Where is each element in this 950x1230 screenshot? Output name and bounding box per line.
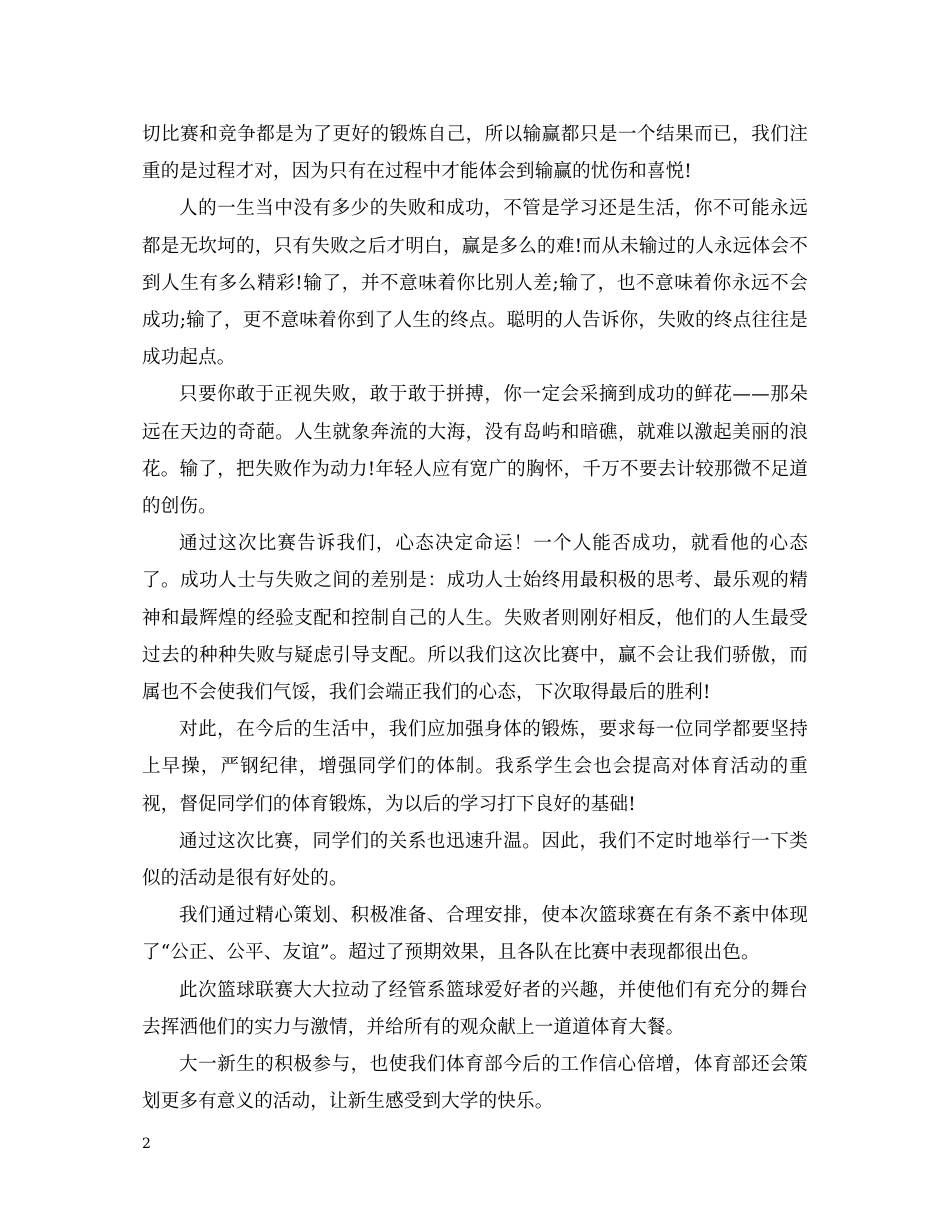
paragraph-1: 切比赛和竞争都是为了更好的锻炼自己，所以输赢都只是一个结果而已，我们注重的是过程才对，因为只有在过程中才能体会到输赢的忧伤和喜悦!: [142, 124, 808, 183]
paragraph-9: 大一新生的积极参与，也使我们体育部今后的工作信心倍增，体育部还会策划更多有意义的活动，让新生感受到大学的快乐。: [142, 1054, 808, 1113]
paragraph-7: 我们通过精心策划、积极准备、合理安排，使本次篮球赛在有条不紊中体现了“公正、公平、友谊”。超过了预期效果，且各队在比赛中表现都很出色。: [142, 905, 808, 964]
paragraph-3: 只要你敢于正视失败，敢于敢于拼搏，你一定会采摘到成功的鲜花——那朵远在天边的奇葩。人生就象奔流的大海，没有岛屿和暗礁，就难以激起美丽的浪花。输了，把失败作为动力!年轻人应有宽广的胸怀，千万不要去计较那微不足道的创伤。: [142, 384, 808, 518]
paragraph-6: 通过这次比赛，同学们的关系也迅速升温。因此，我们不定时地举行一下类似的活动是很有好处的。: [142, 830, 808, 890]
paragraph-4: 通过这次比赛告诉我们，心态决定命运！一个人能否成功，就看他的心态了。成功人士与失败之间的差别是：成功人士始终用最积极的思考、最乐观的精神和最辉煌的经验支配和控制自己的人生。失败者则刚好相反，他们的人生最受过去的种种失败与疑虑引导支配。所以我们这次比赛中，赢不会让我们骄傲，而属也不会使我们气馁，我们会端正我们的心态，下次取得最后的胜利!: [142, 533, 808, 704]
paragraph-8: 此次篮球联赛大大拉动了经管系篮球爱好者的兴趣，并使他们有充分的舞台去挥洒他们的实力与激情，并给所有的观众献上一道道体育大餐。: [142, 979, 808, 1038]
paragraph-2: 人的一生当中没有多少的失败和成功，不管是学习还是生活，你不可能永远都是无坎坷的，只有失败之后才明白，赢是多么的难!而从未输过的人永远体会不到人生有多么精彩!输了，并不意味着你比别人差;输了，也不意味着你永远不会成功;输了，更不意味着你到了人生的终点。聪明的人告诉你，失败的终点往往是成功起点。: [142, 198, 808, 369]
paragraph-5: 对此，在今后的生活中，我们应加强身体的锻炼，要求每一位同学都要坚持上早操，严钢纪律，增强同学们的体制。我系学生会也会提高对体育活动的重视，督促同学们的体育锻炼，为以后的学习打下良好的基础!: [142, 719, 808, 815]
body-text: [142, 116, 808, 1120]
page-number: 2: [142, 1136, 151, 1152]
